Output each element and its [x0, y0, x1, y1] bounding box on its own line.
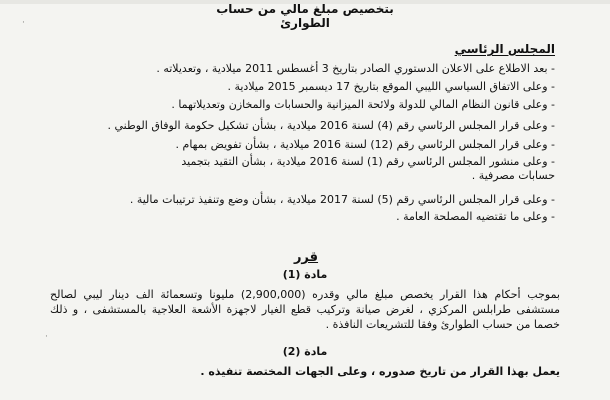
article-body: يعمل بهذا القرار من تاريخ صدوره ، وعلى الجهات المختصة تنفيذه .: [200, 365, 560, 378]
preamble-line: - وعلى قرار المجلس الرئاسي رقم (12) لسنة 2016 ميلادية ، بشأن تفويض بمهام .: [175, 138, 555, 151]
section-title: المجلس الرئاسي: [454, 42, 555, 56]
preamble-line: - وعلى قرار المجلس الرئاسي رقم (4) لسنة 2016 ميلادية ، بشأن تشكيل حكومة الوفاق الوطني .: [107, 119, 555, 132]
article-label: مادة (1): [282, 268, 328, 281]
preamble-line: - وعلى منشور المجلس الرئاسي رقم (1) لسنة 2016 ميلادية ، بشأن التقيد بتجميد حسابات مصرفية .: [181, 155, 555, 182]
decree-subject: بتخصيص مبلغ مالي من حساب الطوارئ: [216, 2, 394, 30]
preamble-line: - وعلى قانون النظام المالي للدولة ولائحة الميزانية والحسابات والمخازن وتعديلاتهما .: [171, 98, 555, 111]
preamble-line: - وعلى ما تقتضيه المصلحة العامة .: [396, 210, 555, 223]
preamble-line: - وعلى قرار المجلس الرئاسي رقم (5) لسنة 2017 ميلادية ، بشأن وضع وتنفيذ ترتيبات مالية .: [129, 193, 555, 206]
decision-heading: قرر: [293, 250, 319, 265]
article-label: مادة (2): [282, 345, 328, 358]
scan-speck: ·: [22, 18, 25, 28]
preamble-line: - بعد الاطلاع على الاعلان الدستوري الصادر بتاريخ 3 أغسطس 2011 ميلادية ، وتعديلاته .: [156, 62, 555, 75]
preamble-line: - وعلى الاتفاق السياسي الليبي الموقع بتاريخ 17 ديسمبر 2015 ميلادية .: [227, 80, 555, 93]
article-body: بموجب أحكام هذا القرار يخصص مبلغ مالي وقدره (2,900,000) مليونا وتسعمائة الف دينار ليبي لصالح مستشفى طرابلس المركزي ، لغرض صيانة وتركيب قطع الغيار لاجهزة الأشعة العلاجية بالمستشفى ، و ذلك خصما من حساب الطوارئ وفقا للتشريعات النافذة .: [50, 288, 560, 331]
scan-speck: ·: [45, 332, 48, 342]
